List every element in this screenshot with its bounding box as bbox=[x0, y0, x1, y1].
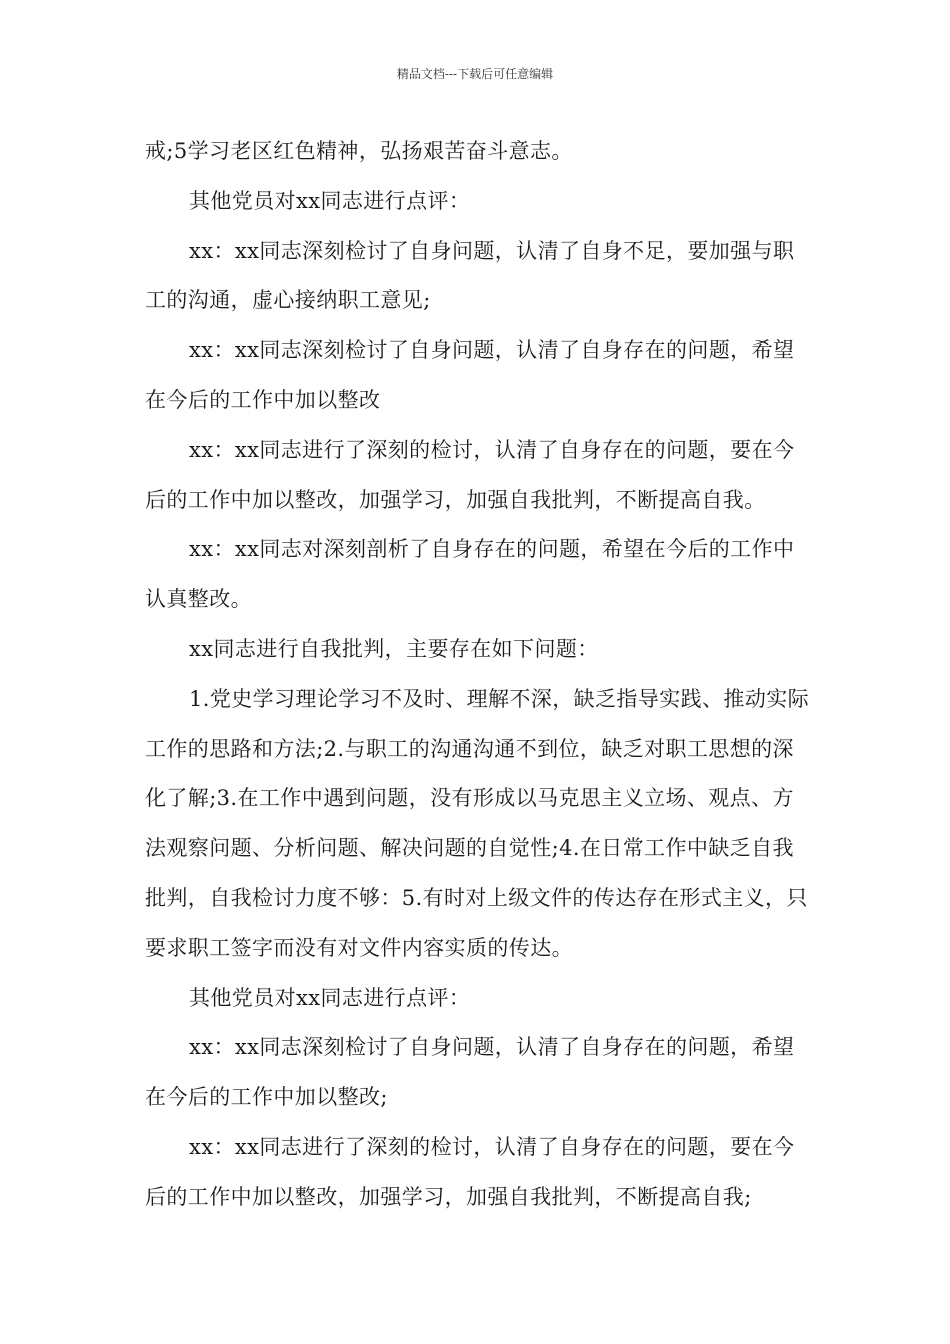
document-body bbox=[145, 127, 810, 1223]
paragraph: 戒;5学习老区红色精神，弘扬艰苦奋斗意志。 bbox=[145, 139, 573, 163]
paragraph: xx：xx同志深刻检讨了自身问题，认清了自身存在的问题，希望在今后的工作中加以整改; bbox=[145, 1035, 795, 1110]
paragraph: xx：xx同志进行了深刻的检讨，认清了自身存在的问题，要在今后的工作中加以整改，加强学习，加强自我批判，不断提高自我; bbox=[145, 1134, 795, 1209]
paragraph: 其他党员对xx同志进行点评： bbox=[189, 985, 471, 1010]
paragraph: xx：xx同志对深刻剖析了自身存在的问题，希望在今后的工作中认真整改。 bbox=[145, 537, 795, 612]
paragraph: 其他党员对xx同志进行点评： bbox=[189, 188, 471, 213]
paragraph: xx：xx同志深刻检讨了自身问题，认清了自身不足，要加强与职工的沟通，虚心接纳职工意见; bbox=[145, 238, 795, 313]
paragraph: xx：xx同志深刻检讨了自身问题，认清了自身存在的问题，希望在今后的工作中加以整改 bbox=[145, 338, 795, 412]
paragraph: xx同志进行自我批判，主要存在如下问题： bbox=[189, 636, 599, 661]
page-header: 精品文档---下载后可任意编辑 bbox=[396, 67, 554, 81]
paragraph: xx：xx同志进行了深刻的检讨，认清了自身存在的问题，要在今后的工作中加以整改，加强学习，加强自我批判，不断提高自我。 bbox=[145, 437, 795, 512]
paragraph: 1.党史学习理论学习不及时、理解不深，缺乏指导实践、推动实际工作的思路和方法;2.与职工的沟通沟通不到位，缺乏对职工思想的深化了解;3.在工作中遇到问题，没有形成以马克思主义立场、观点、方法观察问题、分析问题、解决问题的自觉性;4.在日常工作中缺乏自我批判，自我检讨力度不够：5.有时对上级文件的传达存在形式主义，只要求职工签字而没有对文件内容实质的传达。 bbox=[145, 686, 810, 960]
